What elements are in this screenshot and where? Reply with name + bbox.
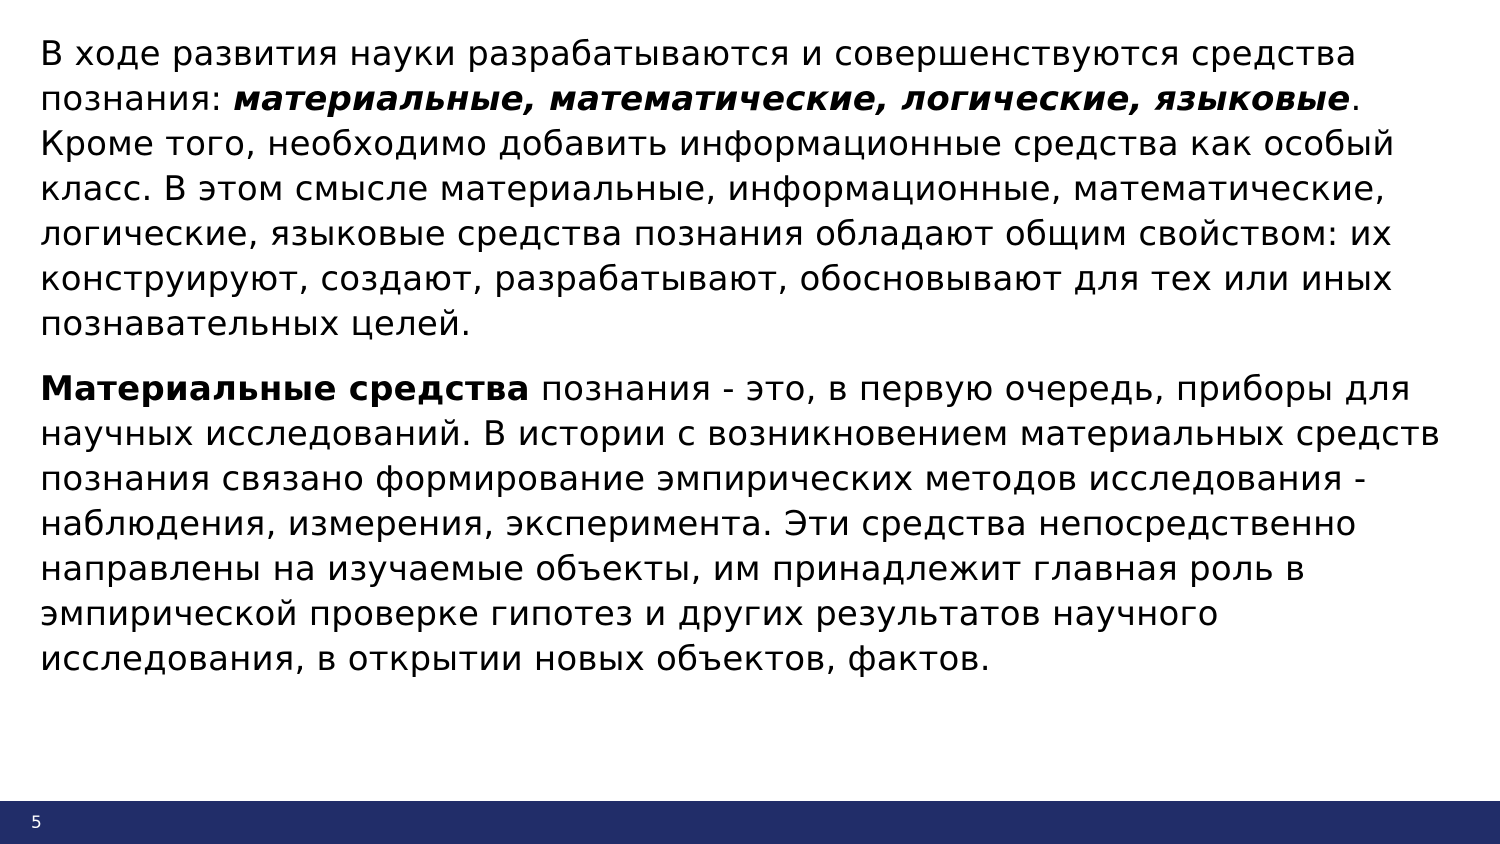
material-means-term: Материальные средства <box>40 369 530 409</box>
paragraph-intro-text: В ходе развития науки разрабатываются и совершенствуются средства познания: <box>40 34 1357 119</box>
slide-body <box>40 32 1470 682</box>
material-means-definition: познания - это, в первую очередь, приборы для научных исследований. В истории с возникновением материальных средств познания связано формирование эмпирических методов исследования - наблюдения, измерения, эксперимента. Эти средства непосредственно направлены на изучаемые объекты, им принадлежит главная роль в эмпирической проверке гипотез и других результатов научного исследования, в открытии новых объектов, фактов. <box>40 369 1441 679</box>
paragraph-means-of-cognition <box>40 32 1470 347</box>
means-list-emphasis: материальные, математические, логические, языковые <box>233 79 1351 119</box>
paragraph-rest-text: . Кроме того, необходимо добавить информационные средства как особый класс. В этом смысле материальные, информационные, математические, логические, языковые средства познания обладают общим свойством: их конструируют, создают, разрабатывают, обосновывают для тех или иных познавательных целей. <box>40 79 1395 344</box>
page-number: 5 <box>31 813 42 833</box>
footer-bar <box>0 801 1500 844</box>
paragraph-material-means <box>40 367 1470 682</box>
